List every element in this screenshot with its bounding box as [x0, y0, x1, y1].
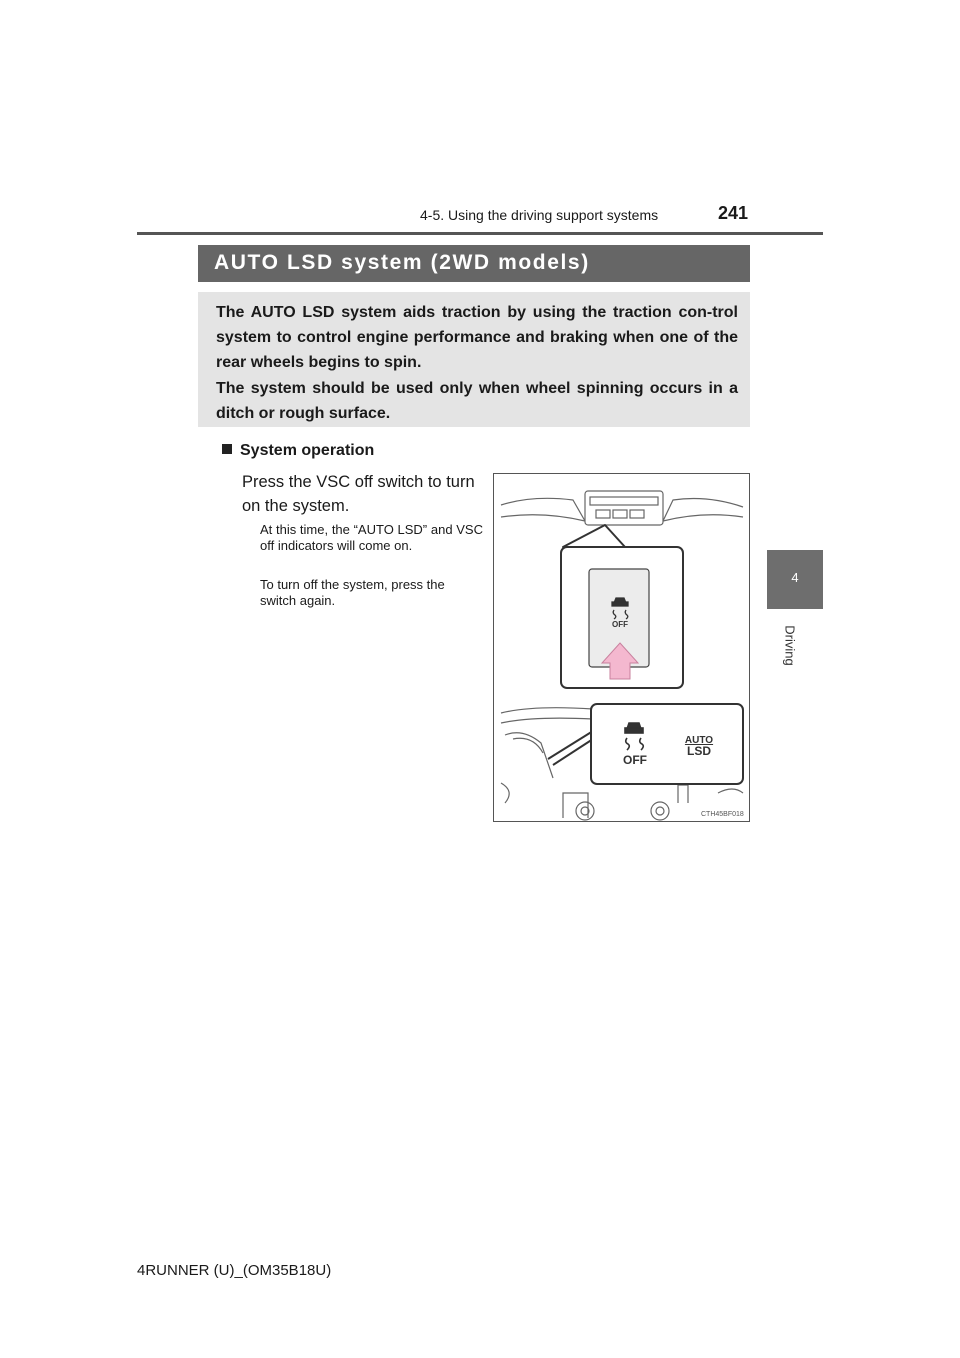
- chapter-tab-number: 4: [791, 570, 799, 585]
- indicator-callout: [591, 704, 743, 784]
- intro-paragraph: The system should be used only when wheel spinning occurs in a ditch or rough surface.: [216, 380, 738, 422]
- dashboard-illustration: [493, 473, 750, 822]
- vsc-off-indicator-label: OFF: [623, 753, 647, 767]
- instruction-text: Press the VSC off switch to turn on the system.: [242, 473, 475, 515]
- note-text: To turn off the system, press the switch again.: [260, 577, 445, 608]
- auto-lsd-indicator-lsd: LSD: [687, 744, 711, 758]
- header-rule: [137, 232, 823, 235]
- page-number: 241: [718, 203, 749, 223]
- section-title: AUTO LSD system (2WD models): [214, 251, 590, 274]
- square-bullet-icon: [222, 444, 232, 454]
- subheading: [222, 442, 374, 460]
- intro-paragraph: The AUTO LSD system aids traction by using the traction con-trol system to control engine performance and braking when one of the rear wheels begins to spin.: [216, 304, 738, 371]
- section-title-bar: [198, 245, 750, 282]
- switch-off-label: OFF: [612, 620, 628, 629]
- footer-model-code: 4RUNNER (U)_(OM35B18U): [137, 1262, 332, 1279]
- note-text: At this time, the “AUTO LSD” and VSC off indicators will come on.: [260, 522, 483, 553]
- auto-lsd-indicator-auto: AUTO: [684, 735, 714, 746]
- intro-box: [198, 292, 750, 427]
- section-reference: 4-5. Using the driving support systems: [420, 207, 659, 223]
- chapter-tab-label: Driving: [782, 625, 798, 666]
- figure-code: CTH45BF018: [701, 811, 744, 818]
- subheading-text: System operation: [240, 442, 375, 459]
